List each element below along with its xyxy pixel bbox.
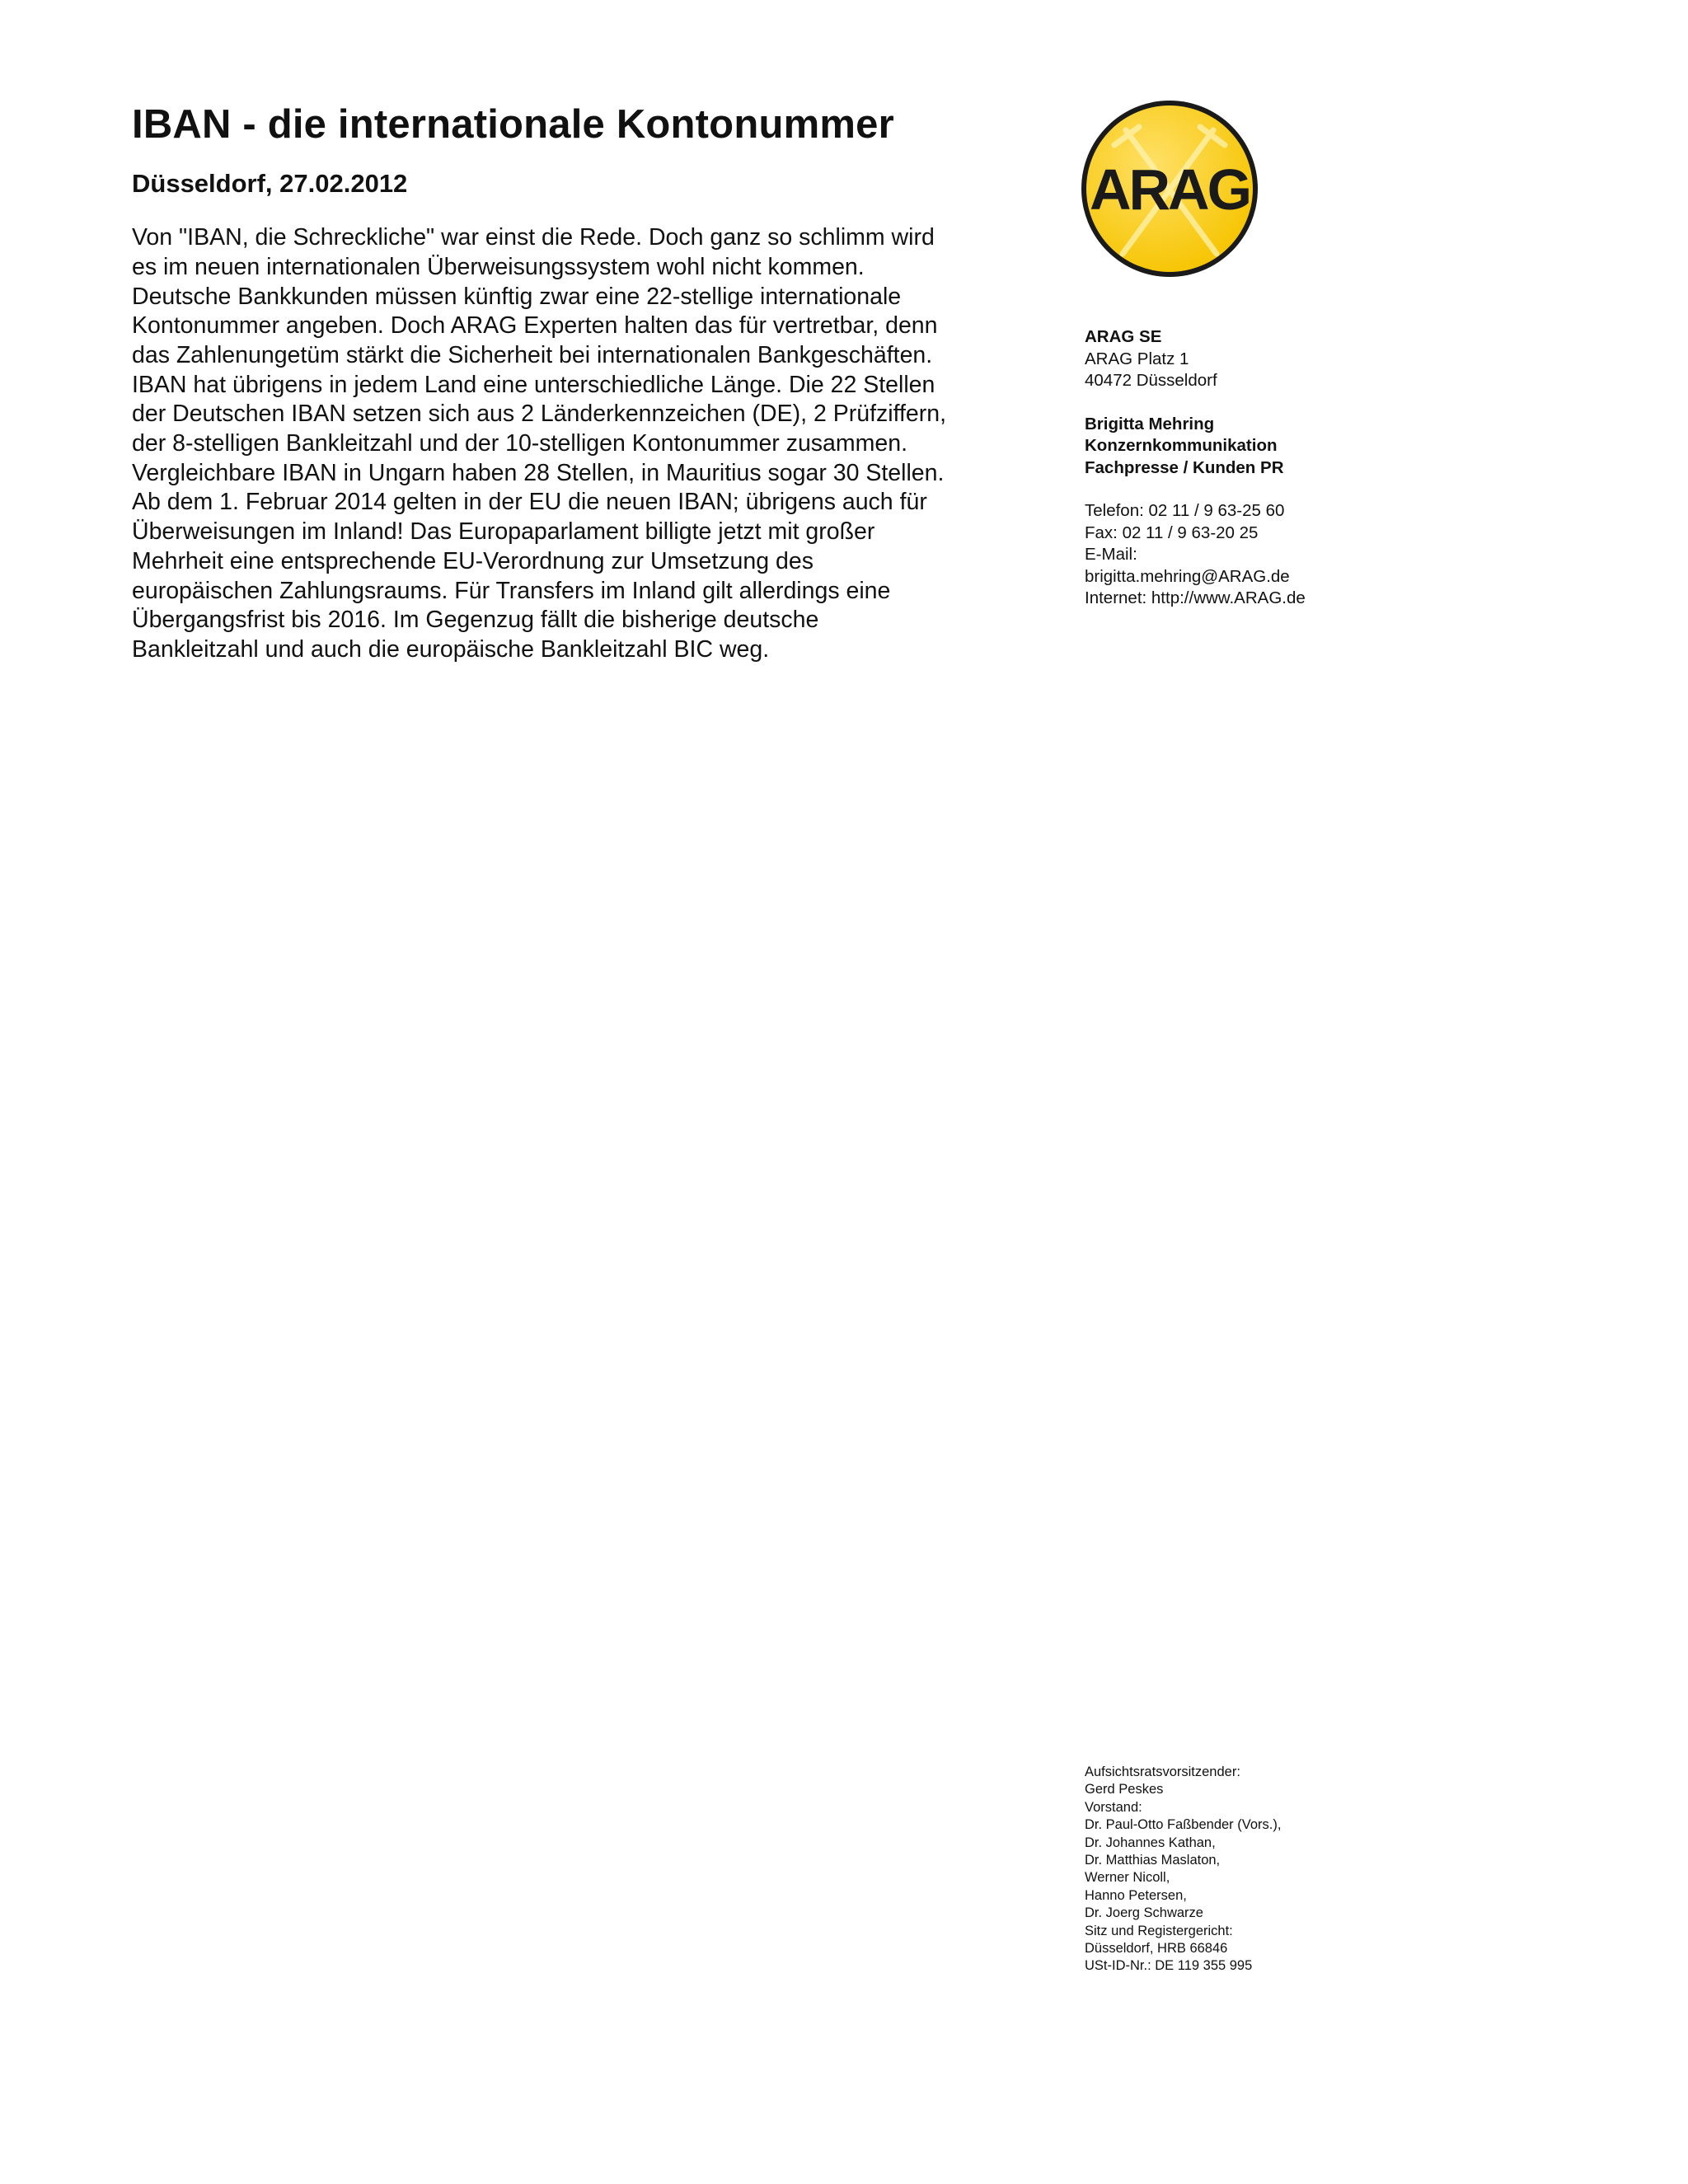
email-address: brigitta.mehring@ARAG.de [1085,566,1290,586]
contact-person: Brigitta Mehring [1085,414,1215,434]
body-line: Kontonummer angeben. Doch ARAG Experten halten das für vertretbar, denn [132,312,938,340]
street: ARAG Platz 1 [1085,349,1189,368]
board-line: Werner Nicoll, [1085,1870,1170,1886]
board-line: Sitz und Registergericht: [1085,1923,1233,1938]
board-line: Dr. Johannes Kathan, [1085,1835,1216,1850]
board-line: USt-ID-Nr.: DE 119 355 995 [1085,1958,1253,1974]
body-line: europäischen Zahlungsraums. Für Transfers im Inland gilt allerdings eine [132,577,891,604]
board-line: Aufsichtsratsvorsitzender: [1085,1765,1240,1779]
dateline: Düsseldorf, 27.02.2012 [132,168,408,198]
body-line: Überweisungen im Inland! Das Europaparlament billigte jetzt mit großer [132,518,875,546]
board-line: Düsseldorf, HRB 66846 [1085,1941,1228,1957]
phone: Telefon: 02 11 / 9 63-25 60 [1085,501,1285,520]
article-body [132,223,1006,665]
body-line: das Zahlenungetüm stärkt die Sicherheit bei internationalen Bankgeschäften. [132,341,933,368]
arag-logo [1078,97,1261,280]
press-release [132,101,1006,665]
body-line: der 8-stelligen Bankleitzahl und der 10-stelligen Kontonummer zusammen. [132,430,908,457]
board-line: Dr. Paul-Otto Faßbender (Vors.), [1085,1817,1282,1833]
board-line: Vorstand: [1085,1799,1142,1815]
city: 40472 Düsseldorf [1085,371,1217,390]
body-line: es im neuen internationalen Überweisungssystem wohl nicht kommen. [132,253,865,280]
body-line: Deutsche Bankkunden müssen künftig zwar eine 22-stellige internationale [132,283,902,310]
body-line: Ab dem 1. Februar 2014 gelten in der EU die neuen IBAN; übrigens auch für [132,489,927,516]
board-line: Dr. Joerg Schwarze [1085,1905,1203,1921]
body-line: Mehrheit eine entsprechende EU-Verordnung zur Umsetzung des [132,547,814,574]
body-line: Von "IBAN, die Schreckliche" war einst die Rede. Doch ganz so schlimm wird [132,224,935,251]
logo-text: ARAG [1089,157,1250,222]
role: Fachpresse / Kunden PR [1085,457,1284,477]
fax: Fax: 02 11 / 9 63-20 25 [1085,523,1259,542]
board-line: Dr. Matthias Maslaton, [1085,1853,1221,1868]
body-line: Bankleitzahl und auch die europäische Bankleitzahl BIC weg. [132,635,770,663]
board-info [1085,1764,1579,1975]
body-line: Vergleichbare IBAN in Ungarn haben 28 Stellen, in Mauritius sogar 30 Stellen. [132,459,945,486]
internet: Internet: http://www.ARAG.de [1085,588,1306,607]
body-line: IBAN hat übrigens in jedem Land eine unterschiedliche Länge. Die 22 Stellen [132,371,935,398]
company-name: ARAG SE [1085,327,1162,346]
board-line: Hanno Petersen, [1085,1887,1187,1903]
department: Konzernkommunikation [1085,436,1278,455]
headline: IBAN - die internationale Kontonummer [132,102,894,147]
contact-block [1085,326,1579,610]
email-label: E-Mail: [1085,545,1137,564]
board-line: Gerd Peskes [1085,1782,1164,1797]
body-line: Übergangsfrist bis 2016. Im Gegenzug fällt die bisherige deutsche [132,607,819,634]
body-line: der Deutschen IBAN setzen sich aus 2 Länderkennzeichen (DE), 2 Prüfziffern, [132,401,946,428]
